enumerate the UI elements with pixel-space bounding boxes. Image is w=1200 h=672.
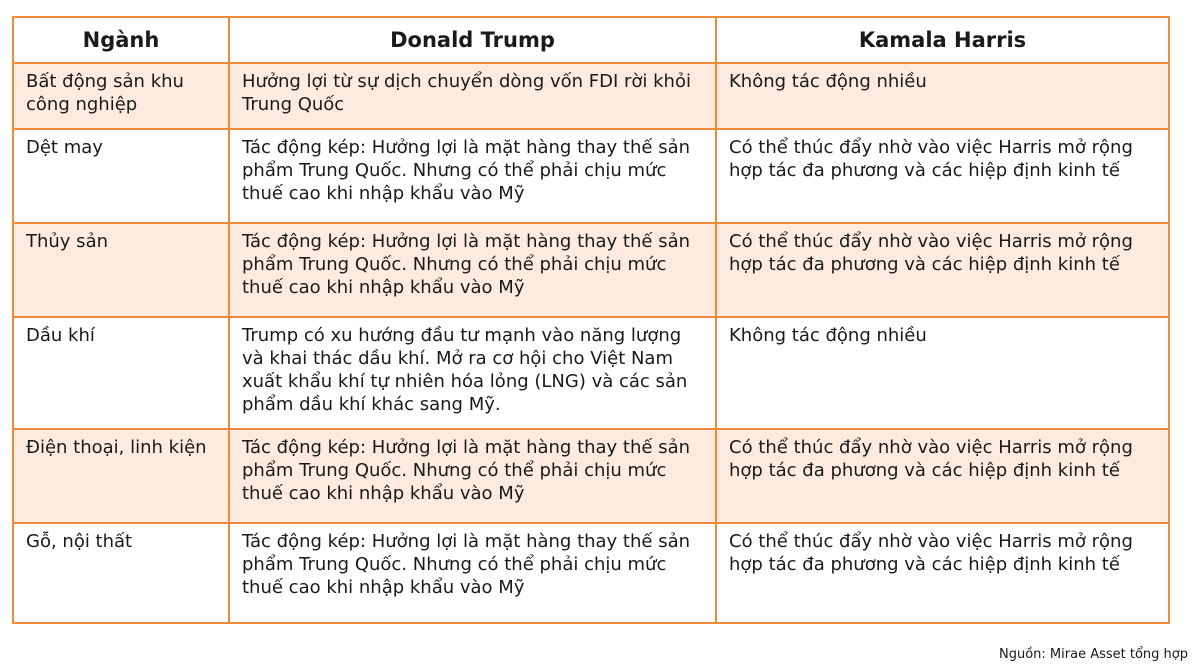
- cell-harris: Có thể thúc đẩy nhờ vào việc Harris mở rộng hợp tác đa phương và các hiệp định kinh tế: [716, 523, 1169, 623]
- cell-harris: Không tác động nhiều: [716, 317, 1169, 429]
- table-row: [13, 317, 1169, 429]
- cell-trump: Tác động kép: Hưởng lợi là mặt hàng thay thế sản phẩm Trung Quốc. Nhưng có thể phải chịu mức thuế cao khi nhập khẩu vào Mỹ: [229, 523, 716, 623]
- cell-harris: Có thể thúc đẩy nhờ vào việc Harris mở rộng hợp tác đa phương và các hiệp định kinh tế: [716, 223, 1169, 317]
- table-row: [13, 523, 1169, 623]
- cell-harris: Không tác động nhiều: [716, 63, 1169, 129]
- table-row: [13, 63, 1169, 129]
- table-row: [13, 223, 1169, 317]
- cell-sector: Bất động sản khu công nghiệp: [13, 63, 229, 129]
- cell-sector: Thủy sản: [13, 223, 229, 317]
- cell-sector: Điện thoại, linh kiện: [13, 429, 229, 523]
- cell-trump: Tác động kép: Hưởng lợi là mặt hàng thay thế sản phẩm Trung Quốc. Nhưng có thể phải chịu mức thuế cao khi nhập khẩu vào Mỹ: [229, 129, 716, 223]
- table-row: [13, 129, 1169, 223]
- cell-sector: Gỗ, nội thất: [13, 523, 229, 623]
- sector-impact-table: [12, 16, 1170, 624]
- header-row: [13, 17, 1169, 63]
- cell-trump: Trump có xu hướng đầu tư mạnh vào năng lượng và khai thác dầu khí. Mở ra cơ hội cho Việt Nam xuất khẩu khí tự nhiên hóa lỏng (LNG) và các sản phẩm dầu khí khác sang Mỹ.: [229, 317, 716, 429]
- cell-trump: Tác động kép: Hưởng lợi là mặt hàng thay thế sản phẩm Trung Quốc. Nhưng có thể phải chịu mức thuế cao khi nhập khẩu vào Mỹ: [229, 223, 716, 317]
- header-sector: Ngành: [13, 17, 229, 63]
- header-harris: Kamala Harris: [716, 17, 1169, 63]
- table-row: [13, 429, 1169, 523]
- cell-trump: Hưởng lợi từ sự dịch chuyển dòng vốn FDI rời khỏi Trung Quốc: [229, 63, 716, 129]
- cell-trump: Tác động kép: Hưởng lợi là mặt hàng thay thế sản phẩm Trung Quốc. Nhưng có thể phải chịu mức thuế cao khi nhập khẩu vào Mỹ: [229, 429, 716, 523]
- cell-sector: Dệt may: [13, 129, 229, 223]
- cell-harris: Có thể thúc đẩy nhờ vào việc Harris mở rộng hợp tác đa phương và các hiệp định kinh tế: [716, 129, 1169, 223]
- header-trump: Donald Trump: [229, 17, 716, 63]
- cell-harris: Có thể thúc đẩy nhờ vào việc Harris mở rộng hợp tác đa phương và các hiệp định kinh tế: [716, 429, 1169, 523]
- cell-sector: Dầu khí: [13, 317, 229, 429]
- source-note: Nguồn: Mirae Asset tổng hợp: [999, 647, 1188, 662]
